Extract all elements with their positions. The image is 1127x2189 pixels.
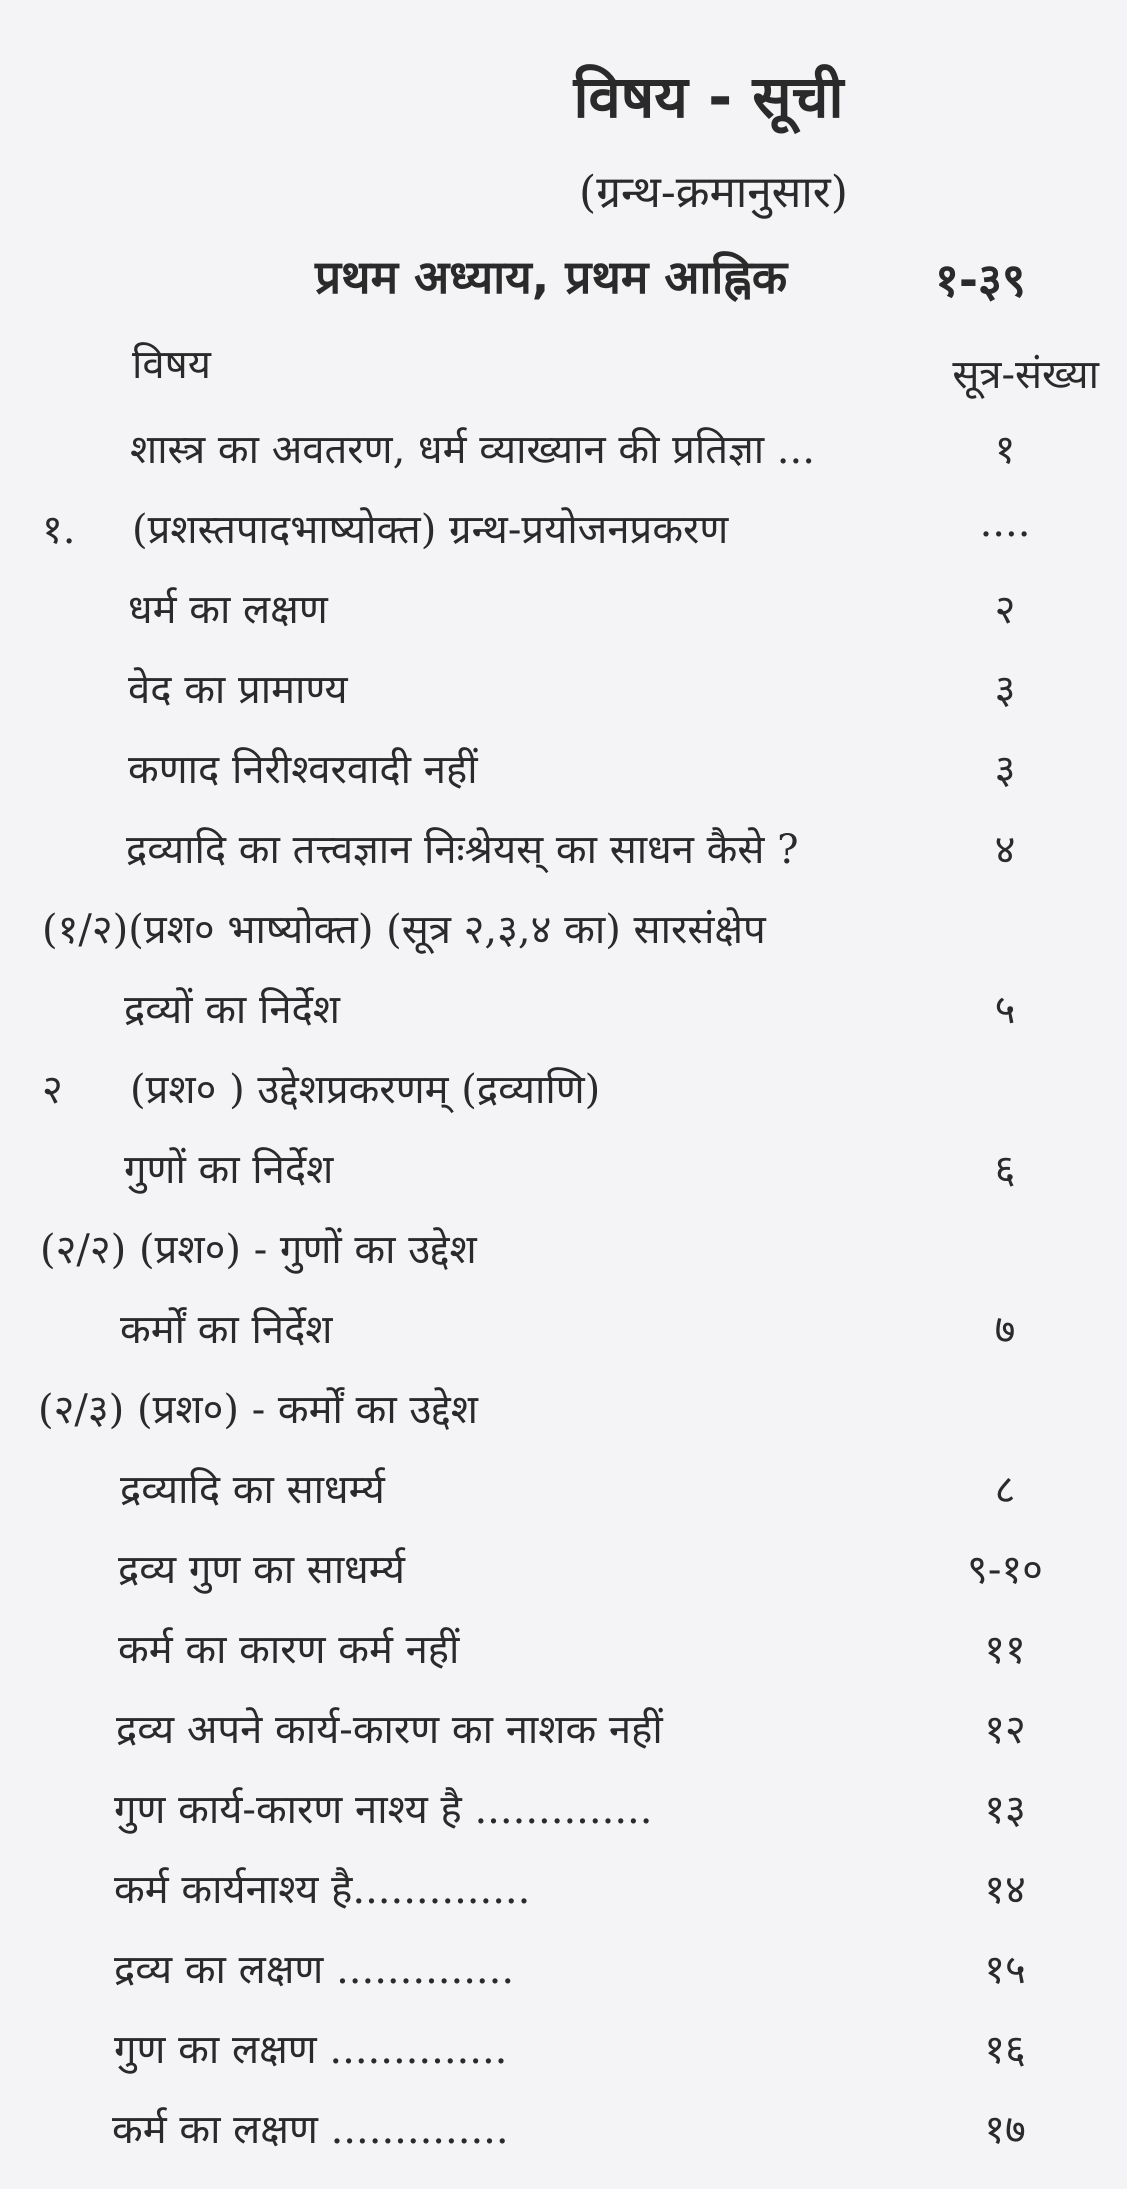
toc-row-topic: (२/२) (प्रश०) - गुणों का उद्देश xyxy=(40,1227,477,1273)
toc-row-topic: द्रव्य गुण का साधर्म्य xyxy=(118,1547,405,1593)
toc-row xyxy=(0,900,1127,970)
toc-row-sutra-number: ६ xyxy=(994,1147,1016,1193)
toc-row xyxy=(0,980,1127,1050)
page-title: विषय - सूची xyxy=(573,63,844,131)
toc-row-topic: गुण का लक्षण .............. xyxy=(114,2027,508,2073)
toc-row xyxy=(0,1060,1127,1130)
toc-row-topic: द्रव्यों का निर्देश xyxy=(124,987,340,1033)
toc-row-topic: द्रव्यादि का साधर्म्य xyxy=(120,1467,385,1513)
toc-row xyxy=(0,420,1127,490)
toc-row-sutra-number: .... xyxy=(979,500,1031,546)
toc-row xyxy=(0,1620,1127,1690)
toc-row-topic: गुण कार्य-कारण नाश्य है .............. xyxy=(114,1787,653,1833)
toc-row-sutra-number: १४ xyxy=(984,1867,1026,1913)
toc-row-number: २ xyxy=(42,1067,63,1113)
toc-row-topic: कर्म कार्यनाश्य है.............. xyxy=(114,1867,531,1913)
toc-row xyxy=(0,1860,1127,1930)
toc-row-topic: गुणों का निर्देश xyxy=(124,1147,334,1193)
toc-row-number: १. xyxy=(42,507,76,553)
toc-row xyxy=(0,1540,1127,1610)
toc-row-topic: कर्म का कारण कर्म नहीं xyxy=(118,1627,460,1673)
toc-row-topic: शास्त्र का अवतरण, धर्म व्याख्यान की प्रतिज्ञा ... xyxy=(130,427,815,473)
toc-row-sutra-number: ११ xyxy=(984,1627,1026,1673)
toc-row-sutra-number: ८ xyxy=(994,1467,1016,1513)
toc-row-sutra-number: ९-१० xyxy=(967,1547,1043,1593)
toc-row-topic: (१/२)(प्रश० भाष्योक्त) (सूत्र २,३,४ का) सारसंक्षेप xyxy=(42,907,766,953)
chapter-heading: प्रथम अध्याय, प्रथम आह्निक xyxy=(315,250,788,304)
toc-row xyxy=(0,2020,1127,2090)
toc-row-topic: (प्रशस्तपादभाष्योक्त) ग्रन्थ-प्रयोजनप्रकरण xyxy=(132,507,729,553)
toc-row-sutra-number: १६ xyxy=(984,2027,1026,2073)
toc-row-topic: द्रव्यादि का तत्त्वज्ञान निःश्रेयस् का साधन कैसे ? xyxy=(126,827,799,873)
page-subtitle: (ग्रन्थ-क्रमानुसार) xyxy=(579,167,848,218)
toc-row xyxy=(0,1380,1127,1450)
toc-row-topic: कर्मों का निर्देश xyxy=(120,1307,333,1353)
toc-row xyxy=(0,740,1127,810)
toc-row xyxy=(0,1220,1127,1290)
toc-row xyxy=(0,1300,1127,1370)
toc-row xyxy=(0,1700,1127,1770)
column-header-topic: विषय xyxy=(132,342,211,388)
toc-row xyxy=(0,2100,1127,2170)
toc-row xyxy=(0,1780,1127,1850)
chapter-sutra-range: १-३९ xyxy=(935,253,1026,307)
toc-row-sutra-number: २ xyxy=(994,587,1016,633)
toc-row xyxy=(0,500,1127,570)
toc-row xyxy=(0,1140,1127,1210)
toc-row-topic: द्रव्य का लक्षण .............. xyxy=(114,1947,515,1993)
toc-row-sutra-number: १५ xyxy=(984,1947,1026,1993)
toc-row xyxy=(0,1460,1127,1530)
toc-row-topic: धर्म का लक्षण xyxy=(128,587,328,633)
toc-row-sutra-number: ४ xyxy=(994,827,1016,873)
toc-row-topic: द्रव्य अपने कार्य-कारण का नाशक नहीं xyxy=(116,1707,663,1753)
toc-row-topic: कर्म का लक्षण .............. xyxy=(112,2107,509,2153)
toc-row xyxy=(0,580,1127,650)
toc-row-sutra-number: १ xyxy=(994,427,1016,473)
toc-row-sutra-number: ५ xyxy=(994,987,1016,1033)
column-header-sutra: सूत्र-संख्या xyxy=(952,352,1099,398)
toc-row-topic: वेद का प्रामाण्य xyxy=(128,667,348,713)
toc-row-sutra-number: १३ xyxy=(984,1787,1026,1833)
toc-row-sutra-number: ३ xyxy=(994,667,1016,713)
toc-row xyxy=(0,660,1127,730)
toc-row-sutra-number: १२ xyxy=(984,1707,1026,1753)
toc-row-sutra-number: १७ xyxy=(984,2107,1026,2153)
toc-row xyxy=(0,820,1127,890)
toc-row-topic: (प्रश० ) उद्देशप्रकरणम् (द्रव्याणि) xyxy=(130,1067,601,1113)
toc-row xyxy=(0,1940,1127,2010)
toc-row-topic: (२/३) (प्रश०) - कर्मों का उद्देश xyxy=(38,1387,478,1433)
toc-row-sutra-number: ७ xyxy=(994,1307,1016,1353)
toc-row-sutra-number: ३ xyxy=(994,747,1016,793)
toc-row-topic: कणाद निरीश्वरवादी नहीं xyxy=(128,747,478,793)
